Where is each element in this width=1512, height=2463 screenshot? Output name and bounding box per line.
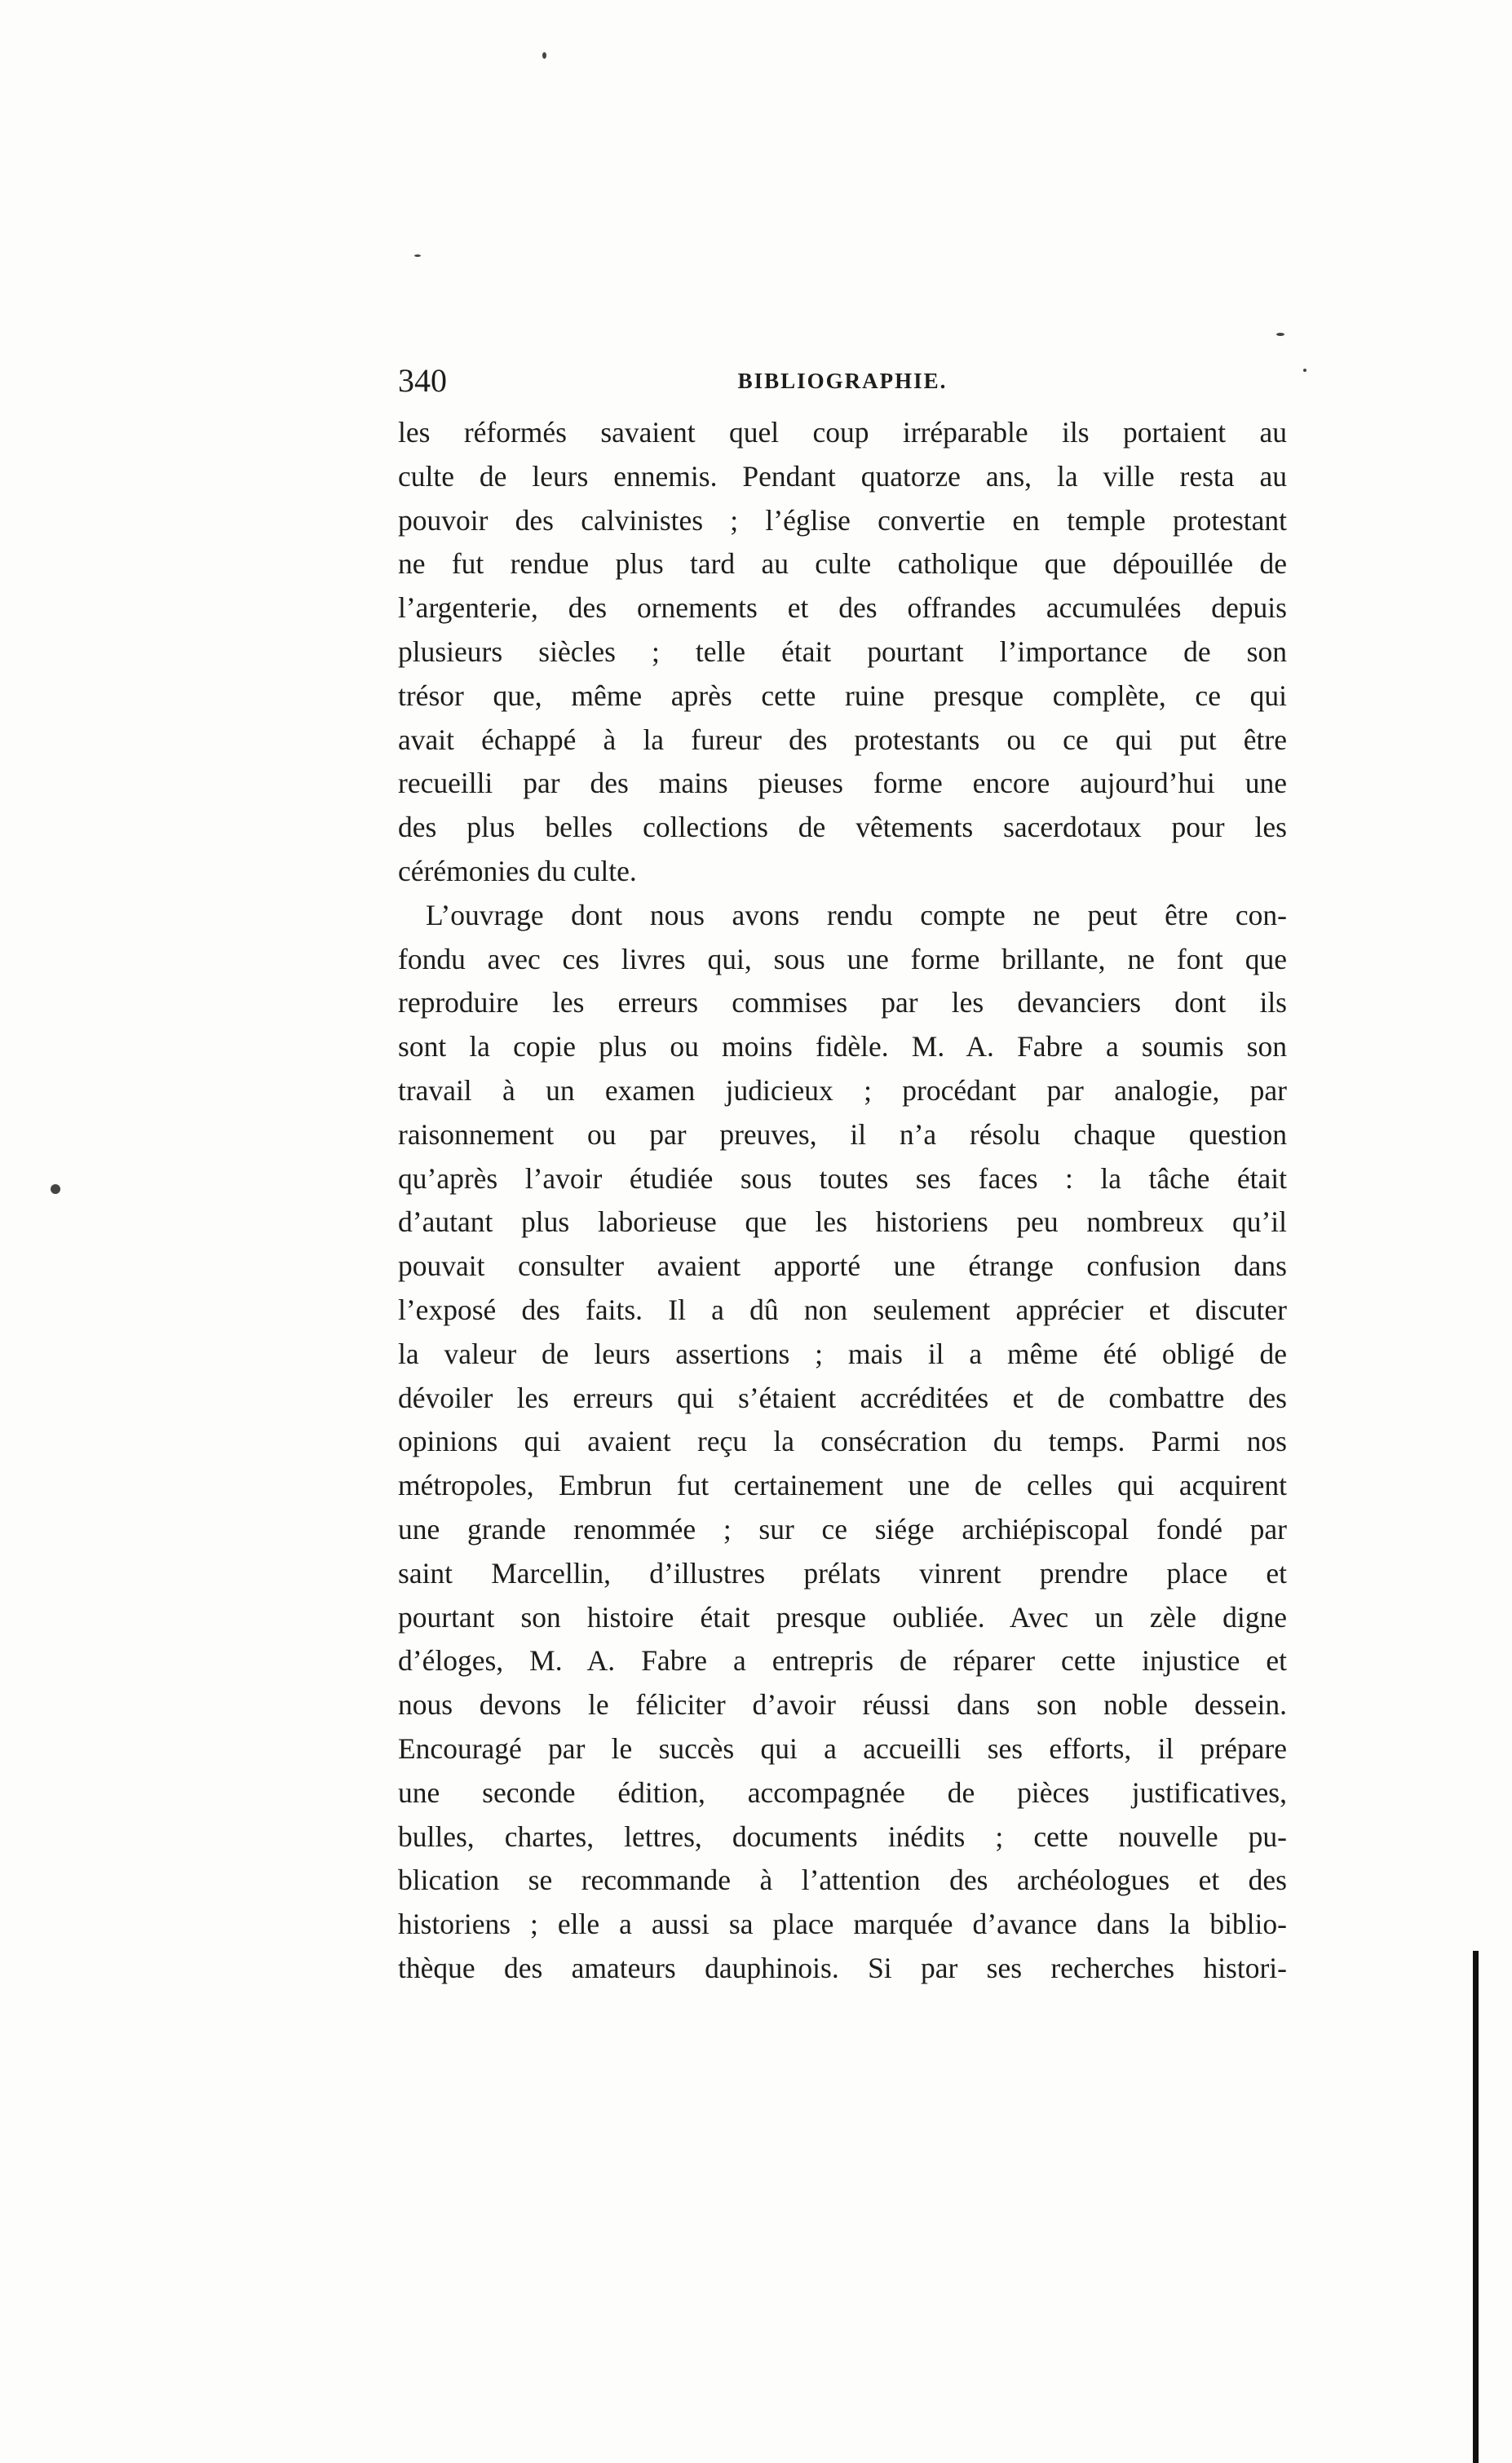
text-line: l’argenterie, des ornements et des offrandes accumulées depuis bbox=[398, 591, 1287, 625]
text-line: recueilli par des mains pieuses forme encore aujourd’hui une bbox=[398, 767, 1287, 800]
text-line: des plus belles collections de vêtements sacerdotaux pour les bbox=[398, 811, 1287, 844]
text-line: une grande renommée ; sur ce siége archiépiscopal fondé par bbox=[398, 1512, 1287, 1545]
page-number: 340 bbox=[398, 362, 447, 399]
text-line: l’exposé des faits. Il a dû non seulement apprécier et discuter bbox=[398, 1293, 1287, 1326]
text-line: travail à un examen judicieux ; procédant par analogie, par bbox=[398, 1073, 1287, 1107]
scan-speck bbox=[51, 1184, 60, 1194]
text-line: plusieurs siècles ; telle était pourtant l’importance de son bbox=[398, 635, 1287, 668]
text-line: une seconde édition, accompagnée de pièces justificatives, bbox=[398, 1775, 1287, 1809]
text-line: blication se recommande à l’attention des archéologues et des bbox=[398, 1864, 1287, 1897]
text-line: d’éloges, M. A. Fabre a entrepris de réparer cette injustice et bbox=[398, 1644, 1287, 1678]
text-line: saint Marcellin, d’illustres prélats vinrent prendre place et bbox=[398, 1556, 1287, 1590]
text-line: thèque des amateurs dauphinois. Si par ses recherches histori- bbox=[398, 1951, 1287, 1984]
text-line: opinions qui avaient reçu la consécration du temps. Parmi nos bbox=[398, 1425, 1287, 1458]
text-line: fondu avec ces livres qui, sous une forme brillante, ne font que bbox=[398, 942, 1287, 975]
scan-speck bbox=[1303, 369, 1306, 372]
text-line: raisonnement ou par preuves, il n’a résolu chaque question bbox=[398, 1117, 1287, 1151]
text-line: dévoiler les erreurs qui s’étaient accréditées et de combattre des bbox=[398, 1381, 1287, 1414]
text-line: sont la copie plus ou moins fidèle. M. A. Fabre a soumis son bbox=[398, 1030, 1287, 1063]
running-title: BIBLIOGRAPHIE. bbox=[737, 369, 948, 393]
text-line: pouvait consulter avaient apporté une étrange confusion dans bbox=[398, 1249, 1287, 1283]
text-line: nous devons le féliciter d’avoir réussi dans son noble dessein. bbox=[398, 1688, 1287, 1722]
body-text bbox=[398, 411, 1287, 1991]
scan-speck bbox=[542, 52, 546, 59]
text-line: culte de leurs ennemis. Pendant quatorze ans, la ville resta au bbox=[398, 459, 1287, 493]
scan-edge-bar bbox=[1473, 1951, 1479, 2463]
text-line: bulles, chartes, lettres, documents inédits ; cette nouvelle pu- bbox=[398, 1820, 1287, 1853]
text-line: la valeur de leurs assertions ; mais il a même été obligé de bbox=[398, 1337, 1287, 1370]
text-line: ne fut rendue plus tard au culte catholique que dépouillée de bbox=[398, 547, 1287, 581]
text-line: les réformés savaient quel coup irréparable ils portaient au bbox=[398, 416, 1287, 449]
text-line: pourtant son histoire était presque oubliée. Avec un zèle digne bbox=[398, 1600, 1287, 1634]
scan-speck bbox=[414, 254, 421, 257]
paragraph-end-line: cérémonies du culte. bbox=[398, 854, 637, 887]
scan-speck bbox=[1276, 333, 1284, 336]
text-line: avait échappé à la fureur des protestants ou ce qui put être bbox=[398, 723, 1287, 756]
text-line: trésor que, même après cette ruine presque complète, ce qui bbox=[398, 679, 1287, 712]
text-line: Encouragé par le succès qui a accueilli ses efforts, il prépare bbox=[398, 1731, 1287, 1765]
text-line: d’autant plus laborieuse que les historiens peu nombreux qu’il bbox=[398, 1205, 1287, 1239]
text-line: reproduire les erreurs commises par les devanciers dont ils bbox=[398, 986, 1287, 1019]
paragraph-start-line: L’ouvrage dont nous avons rendu compte ne peut être con- bbox=[426, 898, 1287, 931]
page-header bbox=[398, 352, 1287, 409]
text-line: pouvoir des calvinistes ; l’église convertie en temple protestant bbox=[398, 503, 1287, 537]
text-line: qu’après l’avoir étudiée sous toutes ses faces : la tâche était bbox=[398, 1161, 1287, 1195]
text-line: métropoles, Embrun fut certainement une de celles qui acquirent bbox=[398, 1469, 1287, 1502]
text-line: historiens ; elle a aussi sa place marquée d’avance dans la biblio- bbox=[398, 1908, 1287, 1941]
